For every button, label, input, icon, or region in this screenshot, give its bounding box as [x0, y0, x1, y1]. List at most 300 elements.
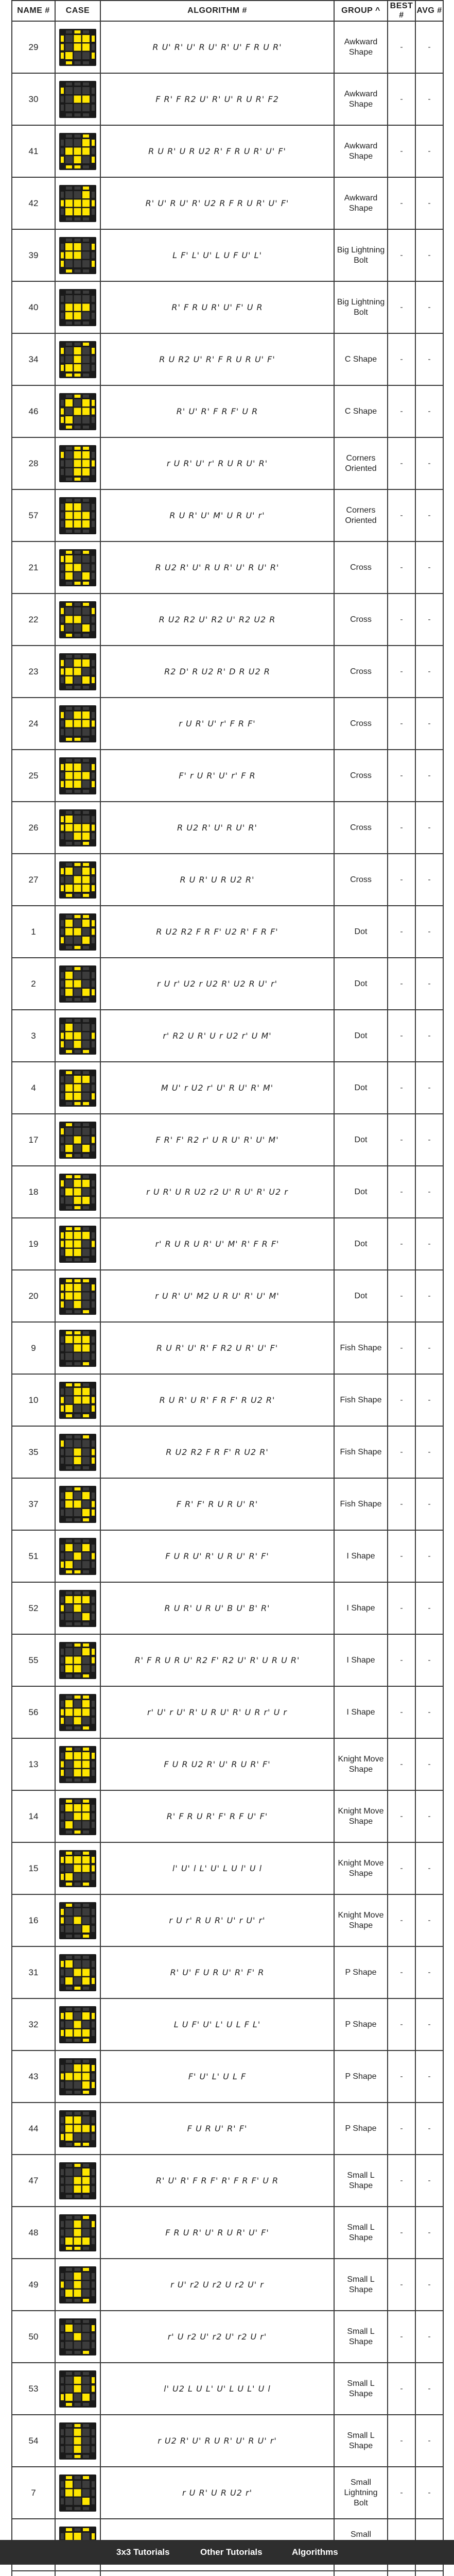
row-algorithm: R' U' R U' R' U2 R F R U R' U' F' [100, 177, 334, 229]
row-algorithm: r U R' U R U2 r2 U' R U' R' U2 r [100, 1166, 334, 1218]
oll-case-diagram-icon [59, 1174, 96, 1211]
row-name-number: 56 [12, 1686, 55, 1738]
row-name-number: 53 [12, 2363, 55, 2415]
row-algorithm: R' F R U R U' R2 F' R2 U' R' U R U R' [100, 1634, 334, 1686]
header-name[interactable]: NAME # [12, 1, 55, 21]
row-name-number: 55 [12, 1634, 55, 1686]
row-algorithm: r U r' U2 r U2 R' U2 R U' r' [100, 958, 334, 1010]
row-best: - [388, 1426, 415, 1478]
row-best: - [388, 437, 415, 489]
row-group: Dot [334, 958, 388, 1010]
row-avg: - [415, 2103, 443, 2155]
row-group: I Shape [334, 1686, 388, 1738]
row-algorithm: r' U' r U' R' U R U' R' U R r' U r [100, 1686, 334, 1738]
row-name-number: 40 [12, 281, 55, 333]
row-algorithm: R' F R U R' U' F' U R [100, 281, 334, 333]
row-avg: - [415, 2467, 443, 2519]
row-group: Fish Shape [334, 1426, 388, 1478]
row-algorithm: r U R' U' M2 U R U' R' U' M' [100, 1270, 334, 1322]
table-row [12, 73, 443, 125]
row-case [55, 2207, 100, 2259]
row-algorithm: R U R' U' R' F R2 U R' U' F' [100, 1322, 334, 1374]
row-algorithm: R U2 R' U' R U' R' [100, 802, 334, 854]
table-row [12, 1998, 443, 2050]
table-row [12, 958, 443, 1010]
row-group: Big Lightning Bolt [334, 281, 388, 333]
table-row [12, 385, 443, 437]
row-case [55, 1686, 100, 1738]
row-name-number: 20 [12, 1270, 55, 1322]
row-algorithm: R' U' R' F R F' U R [100, 385, 334, 437]
table-row [12, 2103, 443, 2155]
row-group: C Shape [334, 333, 388, 385]
row-name-number: 43 [12, 2050, 55, 2103]
row-best: - [388, 333, 415, 385]
oll-case-diagram-icon [59, 2475, 96, 2512]
row-group: I Shape [334, 1582, 388, 1634]
row-best: - [388, 1270, 415, 1322]
row-algorithm: l' U' l L' U' L U l' U l [100, 1842, 334, 1894]
row-best: - [388, 594, 415, 646]
row-group: Cross [334, 750, 388, 802]
row-group: Awkward Shape [334, 73, 388, 125]
table-row [12, 1218, 443, 1270]
row-best: - [388, 698, 415, 750]
row-algorithm: F R' F' R U R U' R' [100, 1478, 334, 1530]
row-case [55, 2103, 100, 2155]
table-row [12, 2259, 443, 2311]
row-case [55, 1062, 100, 1114]
row-algorithm: R' U' F U R U' R' F' R [100, 1946, 334, 1998]
oll-case-diagram-icon [59, 549, 96, 586]
nav-other-tutorials[interactable]: Other Tutorials [200, 2547, 263, 2557]
row-case [55, 1270, 100, 1322]
oll-case-diagram-icon [59, 757, 96, 794]
table-row [12, 802, 443, 854]
row-case [55, 698, 100, 750]
row-case [55, 1478, 100, 1530]
row-best: - [388, 1010, 415, 1062]
row-best: - [388, 1998, 415, 2050]
row-best: - [388, 1530, 415, 1582]
header-algorithm[interactable]: ALGORITHM # [100, 1, 334, 21]
row-algorithm: F R U R' U' R U R' U' F' [100, 2207, 334, 2259]
row-avg: - [415, 437, 443, 489]
row-group: Small L Shape [334, 2415, 388, 2467]
row-best: - [388, 1062, 415, 1114]
table-row [12, 1842, 443, 1894]
row-case [55, 21, 100, 73]
row-group: Fish Shape [334, 1322, 388, 1374]
row-name-number [12, 2571, 55, 2576]
table-row [12, 750, 443, 802]
row-best: - [388, 73, 415, 125]
row-case [55, 2415, 100, 2467]
oll-case-diagram-icon [59, 1694, 96, 1731]
table-row [12, 854, 443, 906]
row-case [55, 125, 100, 177]
row-group: Cross [334, 646, 388, 698]
row-avg: - [415, 73, 443, 125]
row-group: Dot [334, 906, 388, 958]
table-row [12, 1894, 443, 1946]
row-case [55, 1634, 100, 1686]
oll-case-diagram-icon [59, 1486, 96, 1523]
row-name-number: 47 [12, 2155, 55, 2207]
row-case [55, 1374, 100, 1426]
row-avg: - [415, 1478, 443, 1530]
table-row [12, 2207, 443, 2259]
table-row [12, 541, 443, 594]
row-name-number: 17 [12, 1114, 55, 1166]
table-row [12, 646, 443, 698]
row-algorithm: r U R' U' r' R U R U' R' [100, 437, 334, 489]
row-best: - [388, 906, 415, 958]
row-case [55, 1114, 100, 1166]
row-avg: - [415, 333, 443, 385]
row-best: - [388, 281, 415, 333]
table-row [12, 594, 443, 646]
row-case [55, 333, 100, 385]
row-avg: - [415, 229, 443, 281]
row-algorithm: R' U' R' F R F' R' F R F' U R [100, 2155, 334, 2207]
oll-case-diagram-icon [59, 29, 96, 66]
table-row [12, 2155, 443, 2207]
oll-case-diagram-icon [59, 2006, 96, 2043]
row-group: Small L Shape [334, 2311, 388, 2363]
row-case [55, 2363, 100, 2415]
table-body [12, 21, 443, 2576]
oll-case-diagram-icon [59, 1954, 96, 1991]
row-name-number: 44 [12, 2103, 55, 2155]
row-case [55, 1998, 100, 2050]
row-name-number: 51 [12, 1530, 55, 1582]
row-group: Small Lightning Bolt [334, 2467, 388, 2519]
row-name-number: 48 [12, 2207, 55, 2259]
row-best: - [388, 1634, 415, 1686]
row-name-number: 24 [12, 698, 55, 750]
row-case [55, 594, 100, 646]
row-group: Small L Shape [334, 2259, 388, 2311]
row-avg: - [415, 1582, 443, 1634]
oll-case-diagram-icon [59, 2318, 96, 2355]
oll-case-diagram-icon [59, 289, 96, 326]
row-best: - [388, 1582, 415, 1634]
row-algorithm: R' F R U R' F' R F U' F' [100, 1790, 334, 1842]
oll-case-diagram-icon [59, 133, 96, 170]
row-name-number: 16 [12, 1894, 55, 1946]
row-case [55, 2050, 100, 2103]
row-case [55, 1582, 100, 1634]
row-avg: - [415, 1322, 443, 1374]
oll-case-diagram-icon [59, 185, 96, 222]
row-group: Knight Move Shape [334, 1894, 388, 1946]
header-group[interactable]: GROUP ^ [334, 1, 388, 21]
row-name-number: 49 [12, 2259, 55, 2311]
row-case [55, 1946, 100, 1998]
table-row [12, 1634, 443, 1686]
row-name-number: 13 [12, 1738, 55, 1790]
row-group: Dot [334, 1114, 388, 1166]
table-row [12, 1478, 443, 1530]
row-avg: - [415, 1218, 443, 1270]
row-best: - [388, 1322, 415, 1374]
row-algorithm: r' R U R U R' U' M' R' F R F' [100, 1218, 334, 1270]
row-avg: - [415, 2363, 443, 2415]
table-row [12, 1062, 443, 1114]
row-group: Knight Move Shape [334, 1790, 388, 1842]
row-avg: - [415, 281, 443, 333]
row-name-number: 41 [12, 125, 55, 177]
row-avg: - [415, 854, 443, 906]
row-name-number: 42 [12, 177, 55, 229]
row-group: Small [334, 2519, 388, 2571]
row-algorithm: r U r' R U R' U' r U' r' [100, 1894, 334, 1946]
row-case [55, 2259, 100, 2311]
row-best: - [388, 1166, 415, 1218]
row-algorithm: F U R U' R' U R U' R' F' [100, 1530, 334, 1582]
row-algorithm: r' R2 U R' U r U2 r' U M' [100, 1010, 334, 1062]
table-row [12, 1270, 443, 1322]
row-best: - [388, 177, 415, 229]
row-best: - [388, 2259, 415, 2311]
row-algorithm: M U' r U2 r' U' R U' R' M' [100, 1062, 334, 1114]
oll-case-diagram-icon [59, 1434, 96, 1471]
row-group: Awkward Shape [334, 21, 388, 73]
row-avg: - [415, 750, 443, 802]
table-row [12, 1010, 443, 1062]
row-name-number: 39 [12, 229, 55, 281]
table-row [12, 2571, 443, 2576]
row-avg: - [415, 2415, 443, 2467]
table-row [12, 1738, 443, 1790]
row-best: - [388, 1790, 415, 1842]
row-group: Awkward Shape [334, 125, 388, 177]
row-algorithm: L U F' U' L' U L F L' [100, 1998, 334, 2050]
header-avg[interactable]: AVG # [415, 1, 443, 21]
row-best: - [388, 2363, 415, 2415]
row-group: I Shape [334, 1530, 388, 1582]
row-group: Knight Move Shape [334, 1842, 388, 1894]
row-case [55, 1738, 100, 1790]
row-case [55, 854, 100, 906]
row-algorithm: r U2 R' U' R U R' U' R U' r' [100, 2415, 334, 2467]
row-avg: - [415, 2050, 443, 2103]
row-name-number: 28 [12, 437, 55, 489]
nav-algorithms[interactable]: Algorithms [292, 2547, 338, 2557]
table-row [12, 1686, 443, 1738]
table-row [12, 1114, 443, 1166]
row-best: - [388, 2103, 415, 2155]
row-avg: - [415, 1114, 443, 1166]
row-avg: - [415, 1946, 443, 1998]
row-avg: - [415, 1738, 443, 1790]
row-group [334, 2571, 388, 2576]
row-name-number: 14 [12, 1790, 55, 1842]
row-group: I Shape [334, 1634, 388, 1686]
table-row [12, 281, 443, 333]
row-case [55, 1426, 100, 1478]
nav-3x3-tutorials[interactable]: 3x3 Tutorials [116, 2547, 170, 2557]
row-best: - [388, 750, 415, 802]
oll-case-diagram-icon [59, 1382, 96, 1419]
row-best: - [388, 2415, 415, 2467]
row-algorithm: F U R U' R' F' [100, 2103, 334, 2155]
row-case [55, 489, 100, 541]
row-case [55, 1842, 100, 1894]
row-name-number: 54 [12, 2415, 55, 2467]
oll-case-diagram-icon [59, 2422, 96, 2460]
row-group: Awkward Shape [334, 177, 388, 229]
bottom-nav-bar [0, 2540, 454, 2565]
oll-case-diagram-icon [59, 1122, 96, 1159]
oll-case-diagram-icon [59, 1278, 96, 1315]
row-group: Cross [334, 594, 388, 646]
row-group: Big Lightning Bolt [334, 229, 388, 281]
oll-case-diagram-icon [59, 1226, 96, 1263]
row-avg: - [415, 1894, 443, 1946]
header-best[interactable]: BEST # [388, 1, 415, 21]
row-group: Knight Move Shape [334, 1738, 388, 1790]
row-group: Small L Shape [334, 2207, 388, 2259]
row-group: Cross [334, 698, 388, 750]
row-algorithm: R2 D' R U2 R' D R U2 R [100, 646, 334, 698]
row-avg: - [415, 489, 443, 541]
oll-case-diagram-icon [59, 2110, 96, 2147]
table-row [12, 333, 443, 385]
row-name-number: 19 [12, 1218, 55, 1270]
row-avg: - [415, 1270, 443, 1322]
oll-case-diagram-icon [59, 2266, 96, 2303]
row-avg: - [415, 21, 443, 73]
row-best: - [388, 125, 415, 177]
row-name-number: 25 [12, 750, 55, 802]
row-best: - [388, 1842, 415, 1894]
row-best: - [388, 2207, 415, 2259]
row-algorithm: R U2 R2 F R F' U2 R' F R F' [100, 906, 334, 958]
table-row [12, 1322, 443, 1374]
row-name-number: 21 [12, 541, 55, 594]
row-case [55, 1790, 100, 1842]
row-best: - [388, 1374, 415, 1426]
row-algorithm: R U2 R2 U' R2 U' R2 U2 R [100, 594, 334, 646]
row-name-number: 9 [12, 1322, 55, 1374]
row-avg: - [415, 594, 443, 646]
row-group: Fish Shape [334, 1374, 388, 1426]
row-case [55, 1894, 100, 1946]
row-name-number: 50 [12, 2311, 55, 2363]
row-avg: - [415, 1842, 443, 1894]
row-case [55, 958, 100, 1010]
table-row [12, 1790, 443, 1842]
row-avg: - [415, 802, 443, 854]
row-best: - [388, 2050, 415, 2103]
row-avg: - [415, 1530, 443, 1582]
row-case [55, 281, 100, 333]
row-algorithm: F R' F' R2 r' U R U' R' U' M' [100, 1114, 334, 1166]
row-algorithm: r' U r2 U' r2 U' r2 U r' [100, 2311, 334, 2363]
row-avg: - [415, 1062, 443, 1114]
row-best: - [388, 1686, 415, 1738]
row-group: Small L Shape [334, 2155, 388, 2207]
row-best: - [388, 1478, 415, 1530]
oll-case-diagram-icon [59, 1642, 96, 1679]
oll-case-diagram-icon [59, 2214, 96, 2251]
oll-case-diagram-icon [59, 1902, 96, 1939]
row-group: Dot [334, 1166, 388, 1218]
row-avg: - [415, 385, 443, 437]
row-avg: - [415, 177, 443, 229]
table-row [12, 1166, 443, 1218]
row-case [55, 177, 100, 229]
row-case [55, 646, 100, 698]
row-avg: - [415, 2311, 443, 2363]
row-algorithm: R U' R' U' R U' R' U' F R U R' [100, 21, 334, 73]
row-avg: - [415, 1010, 443, 1062]
table-row [12, 437, 443, 489]
row-case [55, 541, 100, 594]
row-group: P Shape [334, 2050, 388, 2103]
row-best: - [388, 1114, 415, 1166]
row-group: Dot [334, 1270, 388, 1322]
row-name-number: 4 [12, 1062, 55, 1114]
table-row [12, 125, 443, 177]
row-case [55, 73, 100, 125]
row-best: - [388, 646, 415, 698]
table-row [12, 1374, 443, 1426]
row-case [55, 2311, 100, 2363]
row-name-number: 34 [12, 333, 55, 385]
row-avg: - [415, 1426, 443, 1478]
row-name-number: 22 [12, 594, 55, 646]
oll-case-diagram-icon [59, 913, 96, 951]
row-group: Dot [334, 1010, 388, 1062]
row-avg: - [415, 2207, 443, 2259]
row-name-number: 35 [12, 1426, 55, 1478]
oll-case-diagram-icon [59, 1798, 96, 1835]
table-row [12, 698, 443, 750]
row-group: Fish Shape [334, 1478, 388, 1530]
row-group: Cross [334, 802, 388, 854]
row-case [55, 802, 100, 854]
oll-case-diagram-icon [59, 1330, 96, 1367]
row-algorithm: F R' F R2 U' R' U' R U R' F2 [100, 73, 334, 125]
table-row [12, 229, 443, 281]
row-case [55, 229, 100, 281]
row-algorithm: L F' L' U' L U F U' L' [100, 229, 334, 281]
row-best: - [388, 1894, 415, 1946]
oll-case-diagram-icon [59, 341, 96, 378]
row-algorithm: R U R' U R' F R F' R U2 R' [100, 1374, 334, 1426]
table-row [12, 1426, 443, 1478]
row-algorithm: r U R' U' r' F R F' [100, 698, 334, 750]
row-avg: - [415, 1790, 443, 1842]
row-algorithm: R U R' U R U2 R' [100, 854, 334, 906]
oll-case-diagram-icon [59, 445, 96, 482]
row-case [55, 1530, 100, 1582]
oll-case-diagram-icon [59, 861, 96, 899]
row-name-number: 2 [12, 958, 55, 1010]
row-case [55, 2571, 100, 2576]
row-algorithm [100, 2571, 334, 2576]
row-best: - [388, 1218, 415, 1270]
oll-case-diagram-icon [59, 2370, 96, 2408]
oll-case-diagram-icon [59, 1538, 96, 1575]
table-row [12, 21, 443, 73]
row-group: P Shape [334, 1946, 388, 1998]
row-name-number: 3 [12, 1010, 55, 1062]
row-algorithm: r U R' U R U2 r' [100, 2467, 334, 2519]
